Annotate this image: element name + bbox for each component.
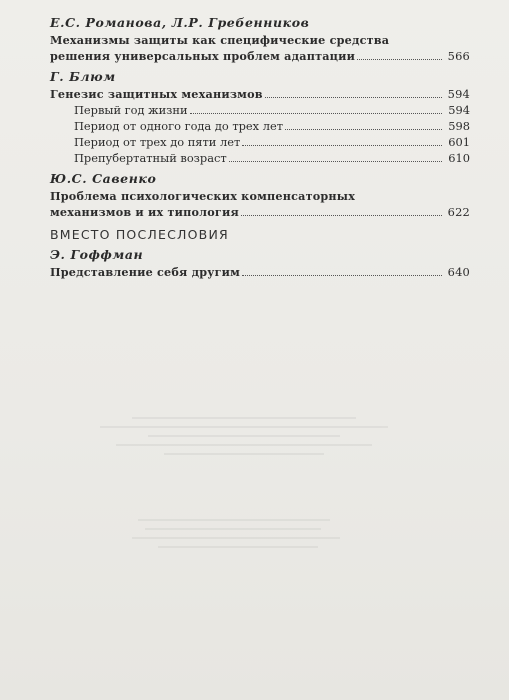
toc-entry: [50, 188, 470, 220]
page-number: 594: [447, 87, 470, 101]
toc-entry: [50, 86, 470, 102]
page-number: 566: [447, 49, 470, 63]
toc-block-goffman: [50, 246, 470, 280]
section-heading: ВМЕСТО ПОСЛЕСЛОВИЯ: [50, 227, 229, 242]
entry-row: [50, 204, 470, 220]
entry-row: [74, 134, 470, 150]
toc-block-savenko: [50, 170, 470, 220]
page-number: 610: [448, 151, 470, 165]
author-name: Э. Гоффман: [50, 247, 144, 262]
entry-title: Период от трех до пяти лет: [74, 135, 241, 149]
page-number: 594: [448, 103, 470, 117]
entry-row: [50, 48, 470, 64]
author-name: Ю.С. Савенко: [50, 171, 157, 186]
toc-subentry: [50, 102, 470, 118]
entry-title-line2: решения универсальных проблем адаптации: [50, 49, 356, 63]
toc-block-romanova: [50, 14, 470, 64]
toc-block-blum: [50, 68, 470, 166]
toc-subentry: [50, 118, 470, 134]
dot-leader: [265, 97, 442, 98]
entry-title-line1: Проблема психологических компенсаторных: [50, 189, 356, 203]
dot-leader: [229, 161, 442, 162]
entry-row: [50, 264, 470, 280]
entry-row: [74, 102, 470, 118]
page-number: 598: [448, 119, 470, 133]
dot-leader: [242, 145, 442, 146]
entry-title: Генезис защитных механизмов: [50, 87, 263, 101]
author-name: Е.С. Романова, Л.Р. Гребенников: [50, 15, 310, 30]
entry-title: Первый год жизни: [74, 103, 188, 117]
entry-title: Представление себя другим: [50, 265, 241, 279]
page-number: 640: [447, 265, 470, 279]
dot-leader: [357, 59, 442, 60]
author-name: Г. Блюм: [50, 69, 116, 84]
entry-row: [50, 86, 470, 102]
entry-row: [74, 118, 470, 134]
dot-leader: [190, 113, 442, 114]
toc-subentry: [50, 150, 470, 166]
dot-leader: [241, 215, 442, 216]
dot-leader: [285, 129, 442, 130]
toc-subentry: [50, 134, 470, 150]
entry-row: [74, 150, 470, 166]
toc-entry: [50, 264, 470, 280]
table-of-contents: [50, 14, 470, 284]
show-through-texture: [100, 410, 420, 650]
page-number: 622: [447, 205, 470, 219]
entry-title: Препубертатный возраст: [74, 151, 227, 165]
entry-title: Период от одного года до трех лет: [74, 119, 283, 133]
entry-title-line1: Механизмы защиты как специфические средства: [50, 33, 390, 47]
entry-title-line2: механизмов и их типология: [50, 205, 239, 219]
dot-leader: [242, 275, 442, 276]
page-number: 601: [448, 135, 470, 149]
toc-entry: [50, 32, 470, 64]
